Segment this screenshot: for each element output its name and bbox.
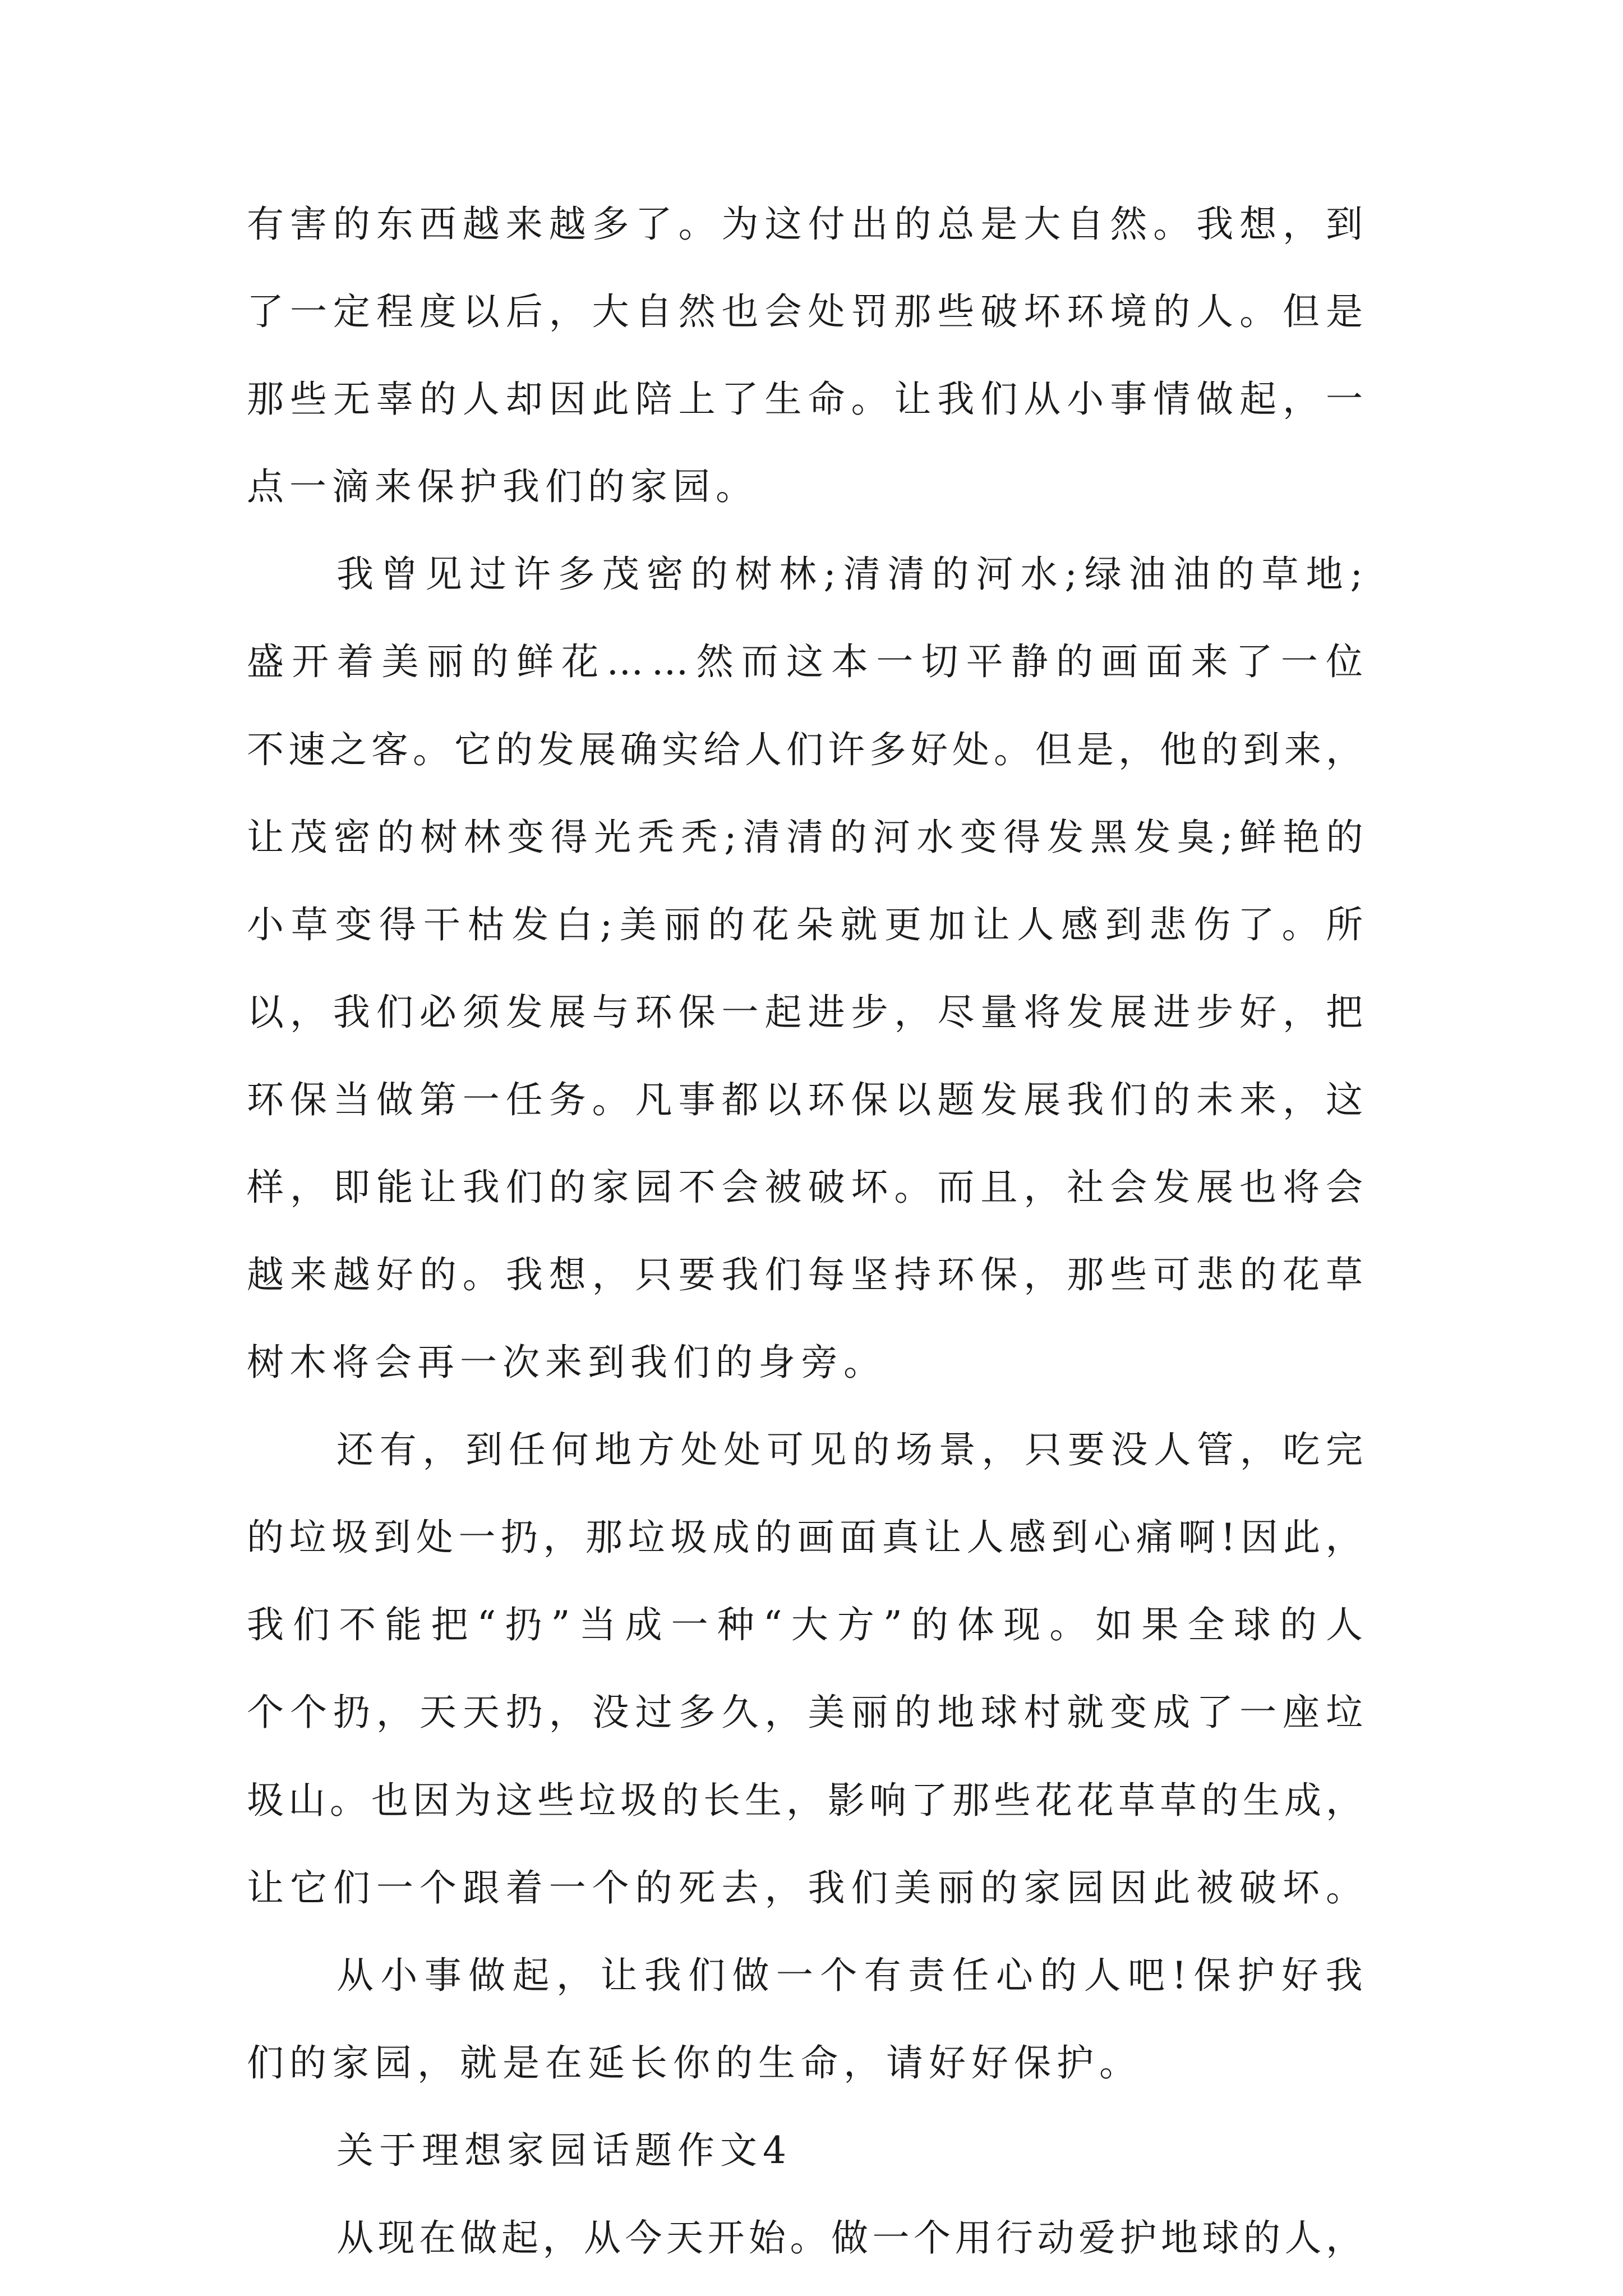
text-line: 那些无辜的人却因此陪上了生命。让我们从小事情做起，一 <box>247 378 1369 421</box>
text-line: 还有，到任何地方处处可见的场景，只要没人管，吃完 <box>336 1428 1369 1471</box>
text-line: 有害的东西越来越多了。为这付出的总是大自然。我想，到 <box>247 203 1369 246</box>
text-line: 让茂密的树林变得光秃秃;清清的河水变得发黑发臭;鲜艳的 <box>247 816 1370 859</box>
text-line: 们的家园，就是在延长你的生命，请好好保护。 <box>247 2041 1142 2085</box>
text-line: 让它们一个跟着一个的死去，我们美丽的家园因此被破坏。 <box>247 1866 1369 1910</box>
text-line: 从小事做起，让我们做一个有责任心的人吧!保护好我 <box>336 1954 1370 1997</box>
text-line: 以，我们必须发展与环保一起进步，尽量将发展进步好，把 <box>247 991 1369 1034</box>
text-line: 从现在做起，从今天开始。做一个用行动爱护地球的人， <box>336 2216 1367 2260</box>
text-line: 小草变得干枯发白;美丽的花朵就更加让人感到悲伤了。所 <box>247 903 1370 946</box>
text-line: 越来越好的。我想，只要我们每坚持环保，那些可悲的花草 <box>247 1253 1369 1296</box>
text-line: 关于理想家园话题作文4 <box>336 2129 792 2172</box>
text-line: 我们不能把“扔”当成一种“大方”的体现。如果全球的人 <box>247 1603 1372 1646</box>
text-line: 圾山。也因为这些垃圾的长生，影响了那些花花草草的生成， <box>247 1779 1367 1822</box>
text-line: 样，即能让我们的家园不会被破坏。而且，社会发展也将会 <box>247 1166 1369 1209</box>
text-line: 的垃圾到处一扔，那垃圾成的画面真让人感到心痛啊!因此， <box>247 1516 1368 1559</box>
text-line: 树木将会再一次来到我们的身旁。 <box>247 1341 886 1384</box>
text-line: 个个扔，天天扔，没过多久，美丽的地球村就变成了一座垃 <box>247 1691 1369 1734</box>
text-line: 点一滴来保护我们的家园。 <box>247 465 758 508</box>
text-line: 我曾见过许多茂密的树林;清清的河水;绿油油的草地; <box>336 553 1370 596</box>
text-line: 环保当做第一任务。凡事都以环保以题发展我们的未来，这 <box>247 1078 1369 1121</box>
text-line: 盛开着美丽的鲜花……然而这本一切平静的画面来了一位 <box>247 640 1371 683</box>
text-line: 不速之客。它的发展确实给人们许多好处。但是，他的到来， <box>247 728 1367 771</box>
text-line: 了一定程度以后，大自然也会处罚那些破坏环境的人。但是 <box>247 290 1369 333</box>
